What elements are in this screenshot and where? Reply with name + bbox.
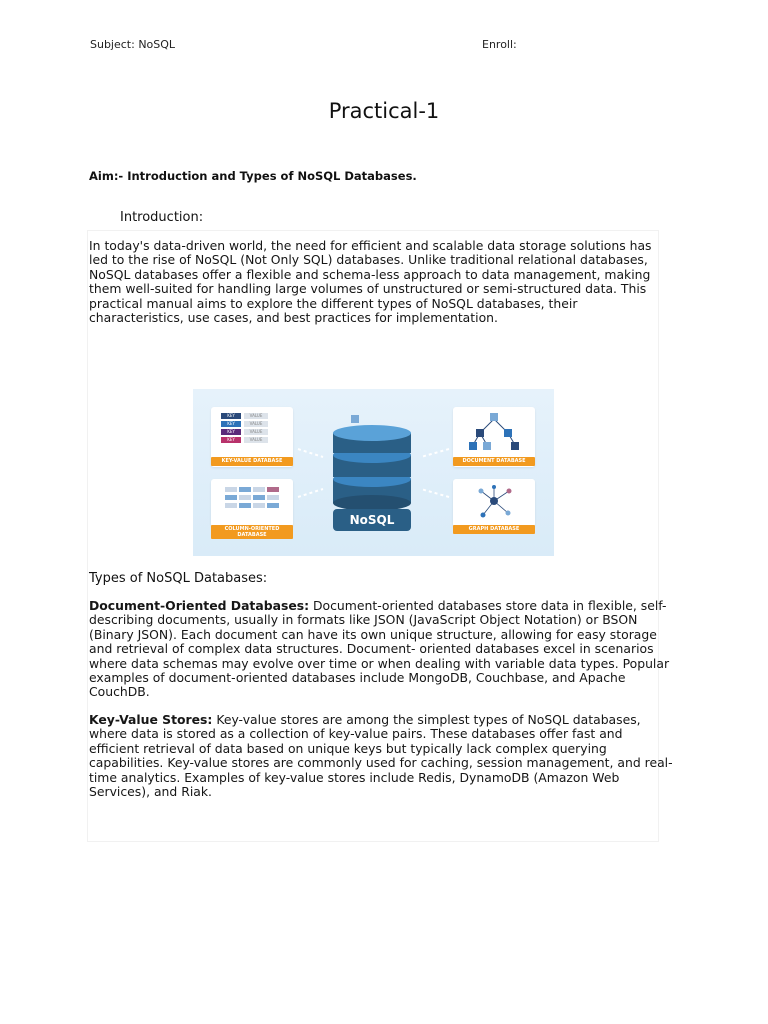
key-value-text: Key-value stores are among the simplest types of NoSQL databases, where data is stored as a collection of key-value pairs. These databases offer fast and efficient retrieval of data based on unique keys but typically lack complex querying capabilities. Key-value stores are commonly used for caching, session management, and real-time analytics. Examples of key-value stores include Redis, DynamoDB (Amazon Web Services), and Riak. bbox=[89, 712, 673, 800]
key-chip: KEY bbox=[221, 437, 241, 443]
enroll-header: Enroll: bbox=[482, 38, 517, 51]
value-chip: VALUE bbox=[244, 429, 268, 435]
nosql-types-illustration bbox=[193, 389, 554, 556]
types-heading: Types of NoSQL Databases: bbox=[89, 571, 268, 586]
introduction-heading: Introduction: bbox=[120, 210, 204, 225]
key-chip: KEY bbox=[221, 429, 241, 435]
value-chip: VALUE bbox=[244, 413, 268, 419]
subject-header: Subject: NoSQL bbox=[90, 38, 176, 51]
page-title: Practical-1 bbox=[328, 99, 440, 123]
value-chip: VALUE bbox=[244, 437, 268, 443]
key-value-paragraph bbox=[89, 713, 674, 799]
graph-tag: GRAPH DATABASE bbox=[453, 525, 535, 534]
document-tag: DOCUMENT DATABASE bbox=[453, 457, 535, 466]
key-value-lead: Key-Value Stores: bbox=[89, 712, 213, 727]
document-oriented-lead: Document-Oriented Databases: bbox=[89, 598, 310, 613]
value-chip: VALUE bbox=[244, 421, 268, 427]
nosql-label: NoSQL bbox=[333, 509, 411, 531]
aim-line: Aim:- Introduction and Types of NoSQL Databases. bbox=[89, 169, 417, 183]
column-oriented-tag-line2: DATABASE bbox=[237, 532, 267, 538]
document-oriented-paragraph bbox=[89, 599, 674, 700]
column-oriented-tag-line1: COLUMN-ORIENTED bbox=[224, 526, 280, 532]
introduction-paragraph: In today's data-driven world, the need for efficient and scalable data storage solutions has led to the rise of NoSQL (Not Only SQL) databases. Unlike traditional relational databases, NoSQL databases offer a flexible and schema-less approach to data management, making them well-suited for handling large volumes of unstructured or semi-structured data. This practical manual aims to explore the different types of NoSQL databases, their characteristics, use cases, and best practices for implementation. bbox=[89, 238, 652, 326]
key-chip: KEY bbox=[221, 421, 241, 427]
key-value-tag: KEY-VALUE DATABASE bbox=[211, 457, 293, 466]
key-chip: KEY bbox=[221, 413, 241, 419]
document-oriented-text: Document-oriented databases store data in flexible, self-describing documents, usually in formats like JSON (JavaScript Object Notation) or BSON (Binary JSON). Each document can have its own unique structure, allowing for easy storage and retrieval of complex data structures. Document- oriented databases excel in scenarios where data schemas may evolve over time or when dealing with variable data types. Popular examples of document-oriented databases include MongoDB, Couchbase, and Apache CouchDB. bbox=[89, 598, 670, 700]
